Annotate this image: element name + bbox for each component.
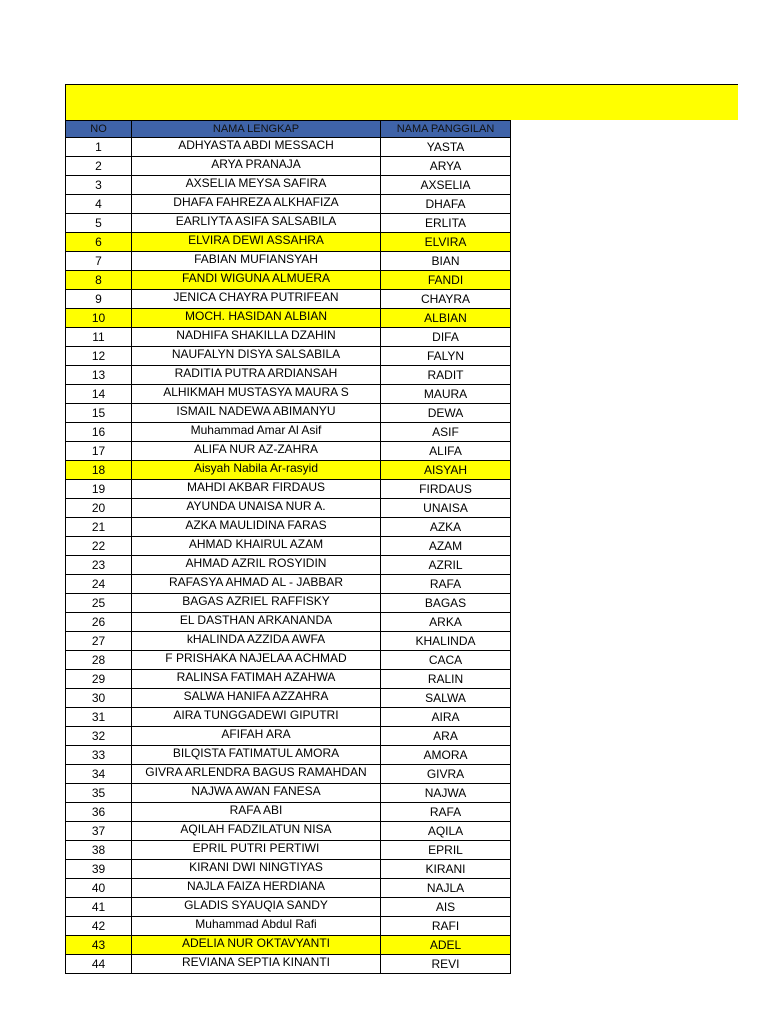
cell-full-name[interactable]: F PRISHAKA NAJELAA ACHMAD: [132, 651, 381, 670]
cell-no[interactable]: 10: [66, 309, 132, 328]
cell-no[interactable]: 25: [66, 594, 132, 613]
header-row: [66, 121, 511, 138]
table-row: [66, 936, 511, 955]
cell-no[interactable]: 13: [66, 366, 132, 385]
cell-nickname[interactable]: AZKA: [381, 518, 511, 537]
table-row: [66, 765, 511, 784]
table-row: [66, 480, 511, 499]
table-row: [66, 632, 511, 651]
cell-no[interactable]: 12: [66, 347, 132, 366]
cell-no[interactable]: 39: [66, 860, 132, 879]
header-no[interactable]: NO: [66, 121, 132, 138]
cell-no[interactable]: 30: [66, 689, 132, 708]
cell-full-name[interactable]: GIVRA ARLENDRA BAGUS RAMAHDAN: [132, 765, 381, 784]
table-row: [66, 917, 511, 936]
cell-nickname[interactable]: DHAFA: [381, 195, 511, 214]
cell-nickname[interactable]: ERLITA: [381, 214, 511, 233]
cell-nickname[interactable]: FALYN: [381, 347, 511, 366]
cell-no[interactable]: 32: [66, 727, 132, 746]
cell-no[interactable]: 29: [66, 670, 132, 689]
cell-nickname[interactable]: EPRIL: [381, 841, 511, 860]
cell-no[interactable]: 38: [66, 841, 132, 860]
cell-full-name[interactable]: MAHDI AKBAR FIRDAUS: [132, 480, 381, 499]
cell-full-name[interactable]: Muhammad Amar Al Asif: [132, 423, 381, 442]
table-row: [66, 898, 511, 917]
cell-no[interactable]: 24: [66, 575, 132, 594]
cell-full-name[interactable]: MOCH. HASIDAN ALBIAN: [132, 309, 381, 328]
cell-full-name[interactable]: NAJLA FAIZA HERDIANA: [132, 879, 381, 898]
cell-full-name[interactable]: EPRIL PUTRI PERTIWI: [132, 841, 381, 860]
cell-full-name[interactable]: ALIFA NUR AZ-ZAHRA: [132, 442, 381, 461]
table-row: [66, 651, 511, 670]
cell-no[interactable]: 16: [66, 423, 132, 442]
cell-no[interactable]: 18: [66, 461, 132, 480]
table-row: [66, 214, 511, 233]
table-row: [66, 955, 511, 974]
cell-no[interactable]: 6: [66, 233, 132, 252]
cell-nickname[interactable]: AMORA: [381, 746, 511, 765]
cell-no[interactable]: 4: [66, 195, 132, 214]
cell-nickname[interactable]: REVI: [381, 955, 511, 974]
table-row: [66, 442, 511, 461]
cell-nickname[interactable]: UNAISA: [381, 499, 511, 518]
cell-no[interactable]: 23: [66, 556, 132, 575]
cell-full-name[interactable]: AFIFAH ARA: [132, 727, 381, 746]
cell-full-name[interactable]: Muhammad Abdul Rafi: [132, 917, 381, 936]
cell-full-name[interactable]: EARLIYTA ASIFA SALSABILA: [132, 214, 381, 233]
cell-nickname[interactable]: NAJLA: [381, 879, 511, 898]
cell-full-name[interactable]: KIRANI DWI NINGTIYAS: [132, 860, 381, 879]
table-row: [66, 309, 511, 328]
cell-no[interactable]: 9: [66, 290, 132, 309]
cell-no[interactable]: 27: [66, 632, 132, 651]
cell-no[interactable]: 17: [66, 442, 132, 461]
cell-nickname[interactable]: AISYAH: [381, 461, 511, 480]
cell-nickname[interactable]: ARKA: [381, 613, 511, 632]
cell-full-name[interactable]: RALINSA FATIMAH AZAHWA: [132, 670, 381, 689]
cell-full-name[interactable]: AHMAD KHAIRUL AZAM: [132, 537, 381, 556]
table-row: [66, 594, 511, 613]
cell-nickname[interactable]: GIVRA: [381, 765, 511, 784]
cell-no[interactable]: 37: [66, 822, 132, 841]
cell-no[interactable]: 40: [66, 879, 132, 898]
cell-no[interactable]: 34: [66, 765, 132, 784]
cell-full-name[interactable]: Aisyah Nabila Ar-rasyid: [132, 461, 381, 480]
cell-nickname[interactable]: RAFI: [381, 917, 511, 936]
cell-no[interactable]: 3: [66, 176, 132, 195]
table-row: [66, 195, 511, 214]
student-table: [65, 120, 511, 974]
table-row: [66, 803, 511, 822]
table-row: [66, 575, 511, 594]
cell-full-name[interactable]: REVIANA SEPTIA KINANTI: [132, 955, 381, 974]
cell-full-name[interactable]: AXSELIA MEYSA SAFIRA: [132, 176, 381, 195]
cell-nickname[interactable]: SALWA: [381, 689, 511, 708]
cell-nickname[interactable]: FIRDAUS: [381, 480, 511, 499]
cell-full-name[interactable]: BILQISTA FATIMATUL AMORA: [132, 746, 381, 765]
cell-no[interactable]: 14: [66, 385, 132, 404]
cell-full-name[interactable]: RADITIA PUTRA ARDIANSAH: [132, 366, 381, 385]
cell-no[interactable]: 26: [66, 613, 132, 632]
table-row: [66, 879, 511, 898]
cell-no[interactable]: 36: [66, 803, 132, 822]
cell-no[interactable]: 43: [66, 936, 132, 955]
cell-no[interactable]: 7: [66, 252, 132, 271]
header-nickname[interactable]: NAMA PANGGILAN: [381, 121, 511, 138]
cell-no[interactable]: 22: [66, 537, 132, 556]
cell-no[interactable]: 15: [66, 404, 132, 423]
cell-nickname[interactable]: BIAN: [381, 252, 511, 271]
table-row: [66, 385, 511, 404]
cell-nickname[interactable]: RAFA: [381, 803, 511, 822]
table-row: [66, 233, 511, 252]
cell-nickname[interactable]: AXSELIA: [381, 176, 511, 195]
table-row: [66, 556, 511, 575]
cell-nickname[interactable]: CHAYRA: [381, 290, 511, 309]
cell-full-name[interactable]: DHAFA FAHREZA ALKHAFIZA: [132, 195, 381, 214]
cell-full-name[interactable]: BAGAS AZRIEL RAFFISKY: [132, 594, 381, 613]
cell-no[interactable]: 44: [66, 955, 132, 974]
cell-full-name[interactable]: JENICA CHAYRA PUTRIFEAN: [132, 290, 381, 309]
table-row: [66, 708, 511, 727]
cell-nickname[interactable]: KIRANI: [381, 860, 511, 879]
cell-full-name[interactable]: AYUNDA UNAISA NUR A.: [132, 499, 381, 518]
cell-full-name[interactable]: RAFA ABI: [132, 803, 381, 822]
table-row: [66, 670, 511, 689]
cell-nickname[interactable]: AZAM: [381, 537, 511, 556]
table-row: [66, 461, 511, 480]
cell-nickname[interactable]: FANDI: [381, 271, 511, 290]
table-row: [66, 537, 511, 556]
table-body: [66, 138, 511, 974]
title-banner: [65, 84, 738, 120]
cell-nickname[interactable]: AQILA: [381, 822, 511, 841]
cell-full-name[interactable]: GLADIS SYAUQIA SANDY: [132, 898, 381, 917]
table-row: [66, 689, 511, 708]
cell-nickname[interactable]: ALIFA: [381, 442, 511, 461]
cell-no[interactable]: 1: [66, 138, 132, 157]
cell-nickname[interactable]: MAURA: [381, 385, 511, 404]
table-row: [66, 860, 511, 879]
cell-nickname[interactable]: RADIT: [381, 366, 511, 385]
cell-full-name[interactable]: NAJWA AWAN FANESA: [132, 784, 381, 803]
cell-no[interactable]: 31: [66, 708, 132, 727]
cell-no[interactable]: 41: [66, 898, 132, 917]
cell-full-name[interactable]: ISMAIL NADEWA ABIMANYU: [132, 404, 381, 423]
cell-full-name[interactable]: AQILAH FADZILATUN NISA: [132, 822, 381, 841]
cell-no[interactable]: 19: [66, 480, 132, 499]
cell-nickname[interactable]: DIFA: [381, 328, 511, 347]
cell-nickname[interactable]: ELVIRA: [381, 233, 511, 252]
cell-no[interactable]: 8: [66, 271, 132, 290]
cell-no[interactable]: 20: [66, 499, 132, 518]
cell-full-name[interactable]: AZKA MAULIDINA FARAS: [132, 518, 381, 537]
cell-full-name[interactable]: AIRA TUNGGADEWI GIPUTRI: [132, 708, 381, 727]
table-row: [66, 290, 511, 309]
table-row: [66, 518, 511, 537]
cell-no[interactable]: 42: [66, 917, 132, 936]
table-row: [66, 271, 511, 290]
cell-full-name[interactable]: AHMAD AZRIL ROSYIDIN: [132, 556, 381, 575]
table-row: [66, 423, 511, 442]
table-row: [66, 252, 511, 271]
cell-nickname[interactable]: ASIF: [381, 423, 511, 442]
cell-nickname[interactable]: NAJWA: [381, 784, 511, 803]
cell-nickname[interactable]: KHALINDA: [381, 632, 511, 651]
table-row: [66, 157, 511, 176]
cell-full-name[interactable]: kHALINDA AZZIDA AWFA: [132, 632, 381, 651]
table-row: [66, 138, 511, 157]
table-row: [66, 499, 511, 518]
cell-nickname[interactable]: DEWA: [381, 404, 511, 423]
cell-no[interactable]: 33: [66, 746, 132, 765]
cell-nickname[interactable]: AIS: [381, 898, 511, 917]
cell-nickname[interactable]: ALBIAN: [381, 309, 511, 328]
table-row: [66, 328, 511, 347]
cell-full-name[interactable]: ARYA PRANAJA: [132, 157, 381, 176]
cell-full-name[interactable]: RAFASYA AHMAD AL - JABBAR: [132, 575, 381, 594]
cell-nickname[interactable]: BAGAS: [381, 594, 511, 613]
cell-nickname[interactable]: RALIN: [381, 670, 511, 689]
table-row: [66, 613, 511, 632]
table-row: [66, 347, 511, 366]
cell-full-name[interactable]: FABIAN MUFIANSYAH: [132, 252, 381, 271]
table-row: [66, 746, 511, 765]
cell-no[interactable]: 35: [66, 784, 132, 803]
table-row: [66, 404, 511, 423]
cell-full-name[interactable]: ADHYASTA ABDI MESSACH: [132, 138, 381, 157]
cell-nickname[interactable]: AIRA: [381, 708, 511, 727]
cell-full-name[interactable]: ALHIKMAH MUSTASYA MAURA S: [132, 385, 381, 404]
table-row: [66, 176, 511, 195]
cell-full-name[interactable]: EL DASTHAN ARKANANDA: [132, 613, 381, 632]
cell-full-name[interactable]: SALWA HANIFA AZZAHRA: [132, 689, 381, 708]
cell-no[interactable]: 11: [66, 328, 132, 347]
cell-nickname[interactable]: CACA: [381, 651, 511, 670]
table-row: [66, 822, 511, 841]
cell-nickname[interactable]: ARA: [381, 727, 511, 746]
cell-nickname[interactable]: ADEL: [381, 936, 511, 955]
cell-nickname[interactable]: ARYA: [381, 157, 511, 176]
table-row: [66, 366, 511, 385]
table-row: [66, 727, 511, 746]
cell-nickname[interactable]: AZRIL: [381, 556, 511, 575]
table-row: [66, 841, 511, 860]
cell-full-name[interactable]: NAUFALYN DISYA SALSABILA: [132, 347, 381, 366]
cell-full-name[interactable]: NADHIFA SHAKILLA DZAHIN: [132, 328, 381, 347]
cell-nickname[interactable]: RAFA: [381, 575, 511, 594]
header-full-name[interactable]: NAMA LENGKAP: [132, 121, 381, 138]
cell-no[interactable]: 2: [66, 157, 132, 176]
cell-no[interactable]: 5: [66, 214, 132, 233]
cell-no[interactable]: 21: [66, 518, 132, 537]
cell-full-name[interactable]: FANDI WIGUNA ALMUERA: [132, 271, 381, 290]
table-row: [66, 784, 511, 803]
cell-nickname[interactable]: YASTA: [381, 138, 511, 157]
cell-no[interactable]: 28: [66, 651, 132, 670]
cell-full-name[interactable]: ADELIA NUR OKTAVYANTI: [132, 936, 381, 955]
cell-full-name[interactable]: ELVIRA DEWI ASSAHRA: [132, 233, 381, 252]
